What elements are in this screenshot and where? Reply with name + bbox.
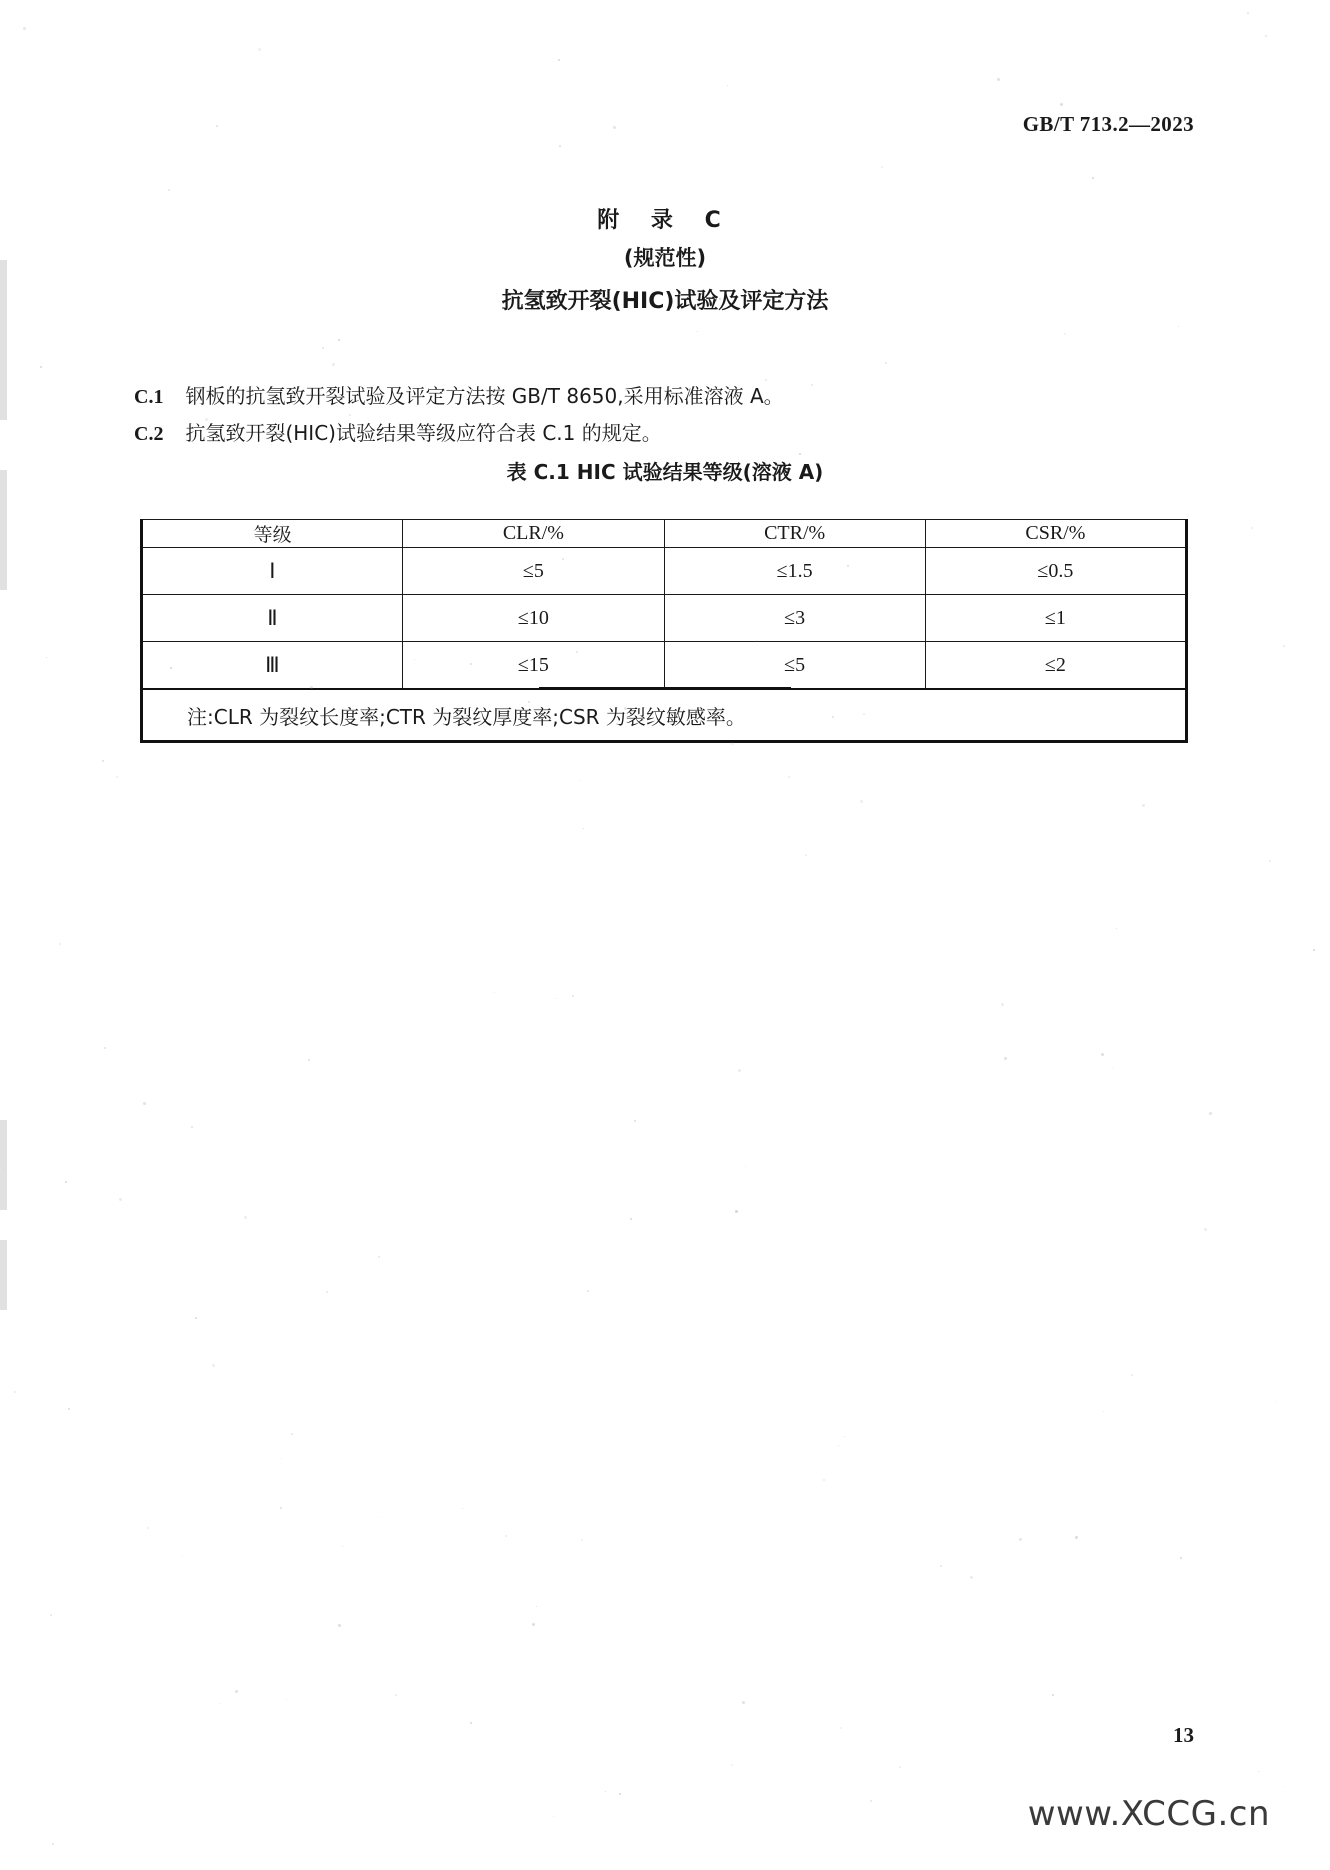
annex-title: 附 录 C xyxy=(597,208,733,233)
table-header-grade: 等级 xyxy=(142,520,403,548)
cell-clr: ≤15 xyxy=(403,642,664,690)
hic-results-table xyxy=(140,519,1188,743)
clause-c1 xyxy=(134,380,784,409)
annex-subject-title: 抗氢致开裂(HIC)试验及评定方法 xyxy=(501,289,829,314)
table-header-ctr: CTR/% xyxy=(664,520,925,548)
cell-clr: ≤5 xyxy=(403,548,664,595)
table-header-clr: CLR/% xyxy=(403,520,664,548)
cell-grade: Ⅱ xyxy=(142,595,403,642)
annex-normative-label: (规范性) xyxy=(623,246,707,270)
table-row xyxy=(142,548,1187,595)
cell-ctr: ≤3 xyxy=(664,595,925,642)
cell-ctr: ≤5 xyxy=(664,642,925,690)
watermark: www.XCCG.cn xyxy=(1027,1794,1270,1834)
table-row xyxy=(142,642,1187,690)
table-caption: 表 C.1 HIC 试验结果等级(溶液 A) xyxy=(506,460,824,484)
end-of-annex-rule xyxy=(539,687,791,690)
cell-csr: ≤1 xyxy=(925,595,1186,642)
table-row xyxy=(142,595,1187,642)
cell-csr: ≤0.5 xyxy=(925,548,1186,595)
running-header-standard-number: GB/T 713.2—2023 xyxy=(1022,112,1194,136)
clause-c2-text: 抗氢致开裂(HIC)试验结果等级应符合表 C.1 的规定。 xyxy=(185,421,662,445)
table-header-row xyxy=(142,520,1187,548)
clause-c1-text: 钢板的抗氢致开裂试验及评定方法按 GB/T 8650,采用标准溶液 A。 xyxy=(185,384,784,408)
clause-c2-number: C.2 xyxy=(134,423,164,445)
clause-c1-number: C.1 xyxy=(134,386,164,408)
table-note: 注:CLR 为裂纹长度率;CTR 为裂纹厚度率;CSR 为裂纹敏感率。 xyxy=(142,689,1187,742)
cell-csr: ≤2 xyxy=(925,642,1186,690)
clause-c2 xyxy=(134,417,662,446)
cell-grade: Ⅲ xyxy=(142,642,403,690)
table-note-row xyxy=(142,689,1187,742)
cell-ctr: ≤1.5 xyxy=(664,548,925,595)
page-number: 13 xyxy=(1173,1723,1194,1747)
cell-grade: Ⅰ xyxy=(142,548,403,595)
table-header-csr: CSR/% xyxy=(925,520,1186,548)
cell-clr: ≤10 xyxy=(403,595,664,642)
